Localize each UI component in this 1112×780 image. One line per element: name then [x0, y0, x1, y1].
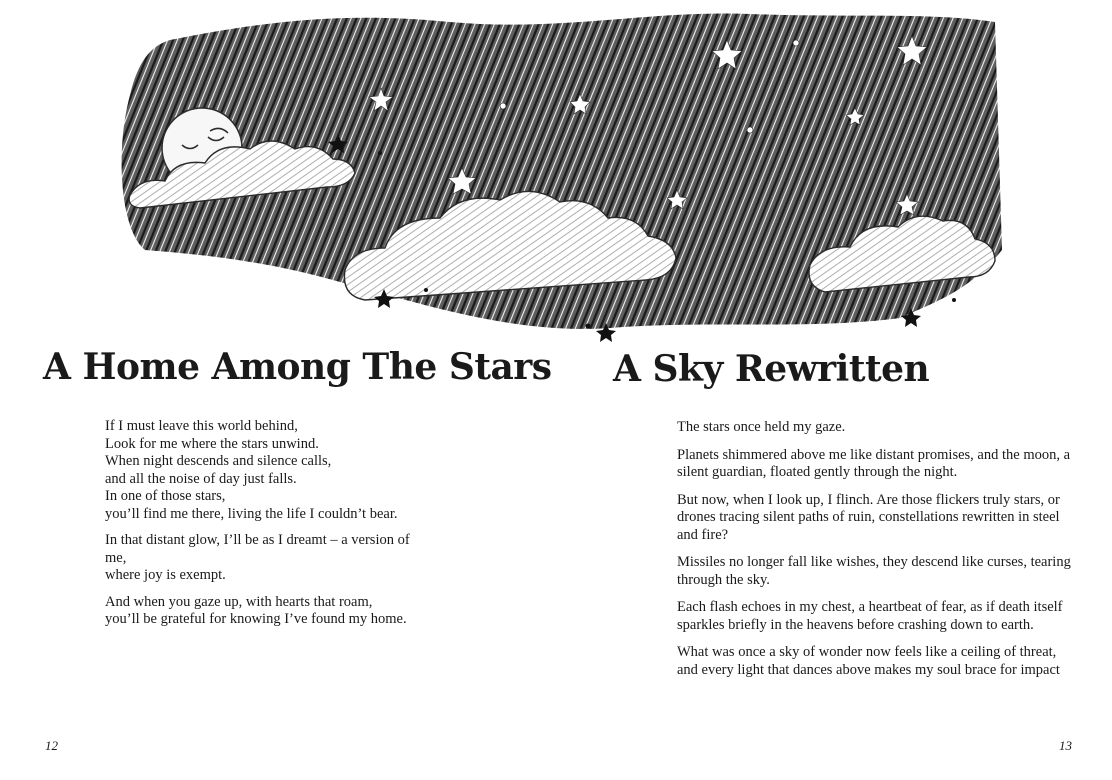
poem-line: Look for me where the stars unwind.	[105, 435, 319, 452]
poem-stanza	[105, 532, 445, 585]
poem-stanza	[105, 418, 445, 523]
page-number-right: 13	[1059, 738, 1072, 753]
prose-paragraph: Planets shimmered above me like distant promises, and the moon, a silent guardian, floated gently through the night.	[677, 446, 1071, 480]
poem-body	[105, 418, 445, 638]
poem-line: When night descends and silence calls,	[105, 453, 332, 469]
prose-paragraph: The stars once held my gaze.	[677, 419, 846, 435]
poem-line: and all the noise of day just falls.	[105, 470, 297, 487]
prose-paragraph: But now, when I look up, I flinch. Are those flickers truly stars, or drones tracing silent paths of ruin, constellations rewritten in steel and fire?	[677, 491, 1060, 543]
night-sky-illustration	[90, 0, 1010, 345]
poem-line: In one of those stars,	[105, 488, 226, 504]
prose-paragraph: Each flash echoes in my chest, a heartbeat of fear, as if death itself sparkles briefly in the heavens before crashing down to earth.	[677, 599, 1063, 633]
prose-title: A Sky Rewritten	[613, 348, 930, 390]
poem-line: you’ll find me there, living the life I couldn’t bear.	[105, 505, 398, 522]
poem-line: If I must leave this world behind,	[105, 418, 298, 434]
poem-title: A Home Among The Stars	[43, 346, 552, 388]
poem-line: you’ll be grateful for knowing I’ve found my home.	[105, 611, 407, 627]
page-number-left: 12	[45, 738, 58, 753]
poem-line: me,	[105, 549, 127, 566]
poem-line: where joy is exempt.	[105, 567, 226, 583]
prose-body	[677, 419, 1072, 689]
poem-line: And when you gaze up, with hearts that roam,	[105, 593, 373, 610]
prose-paragraph: Missiles no longer fall like wishes, they descend like curses, tearing through the sky.	[677, 554, 1071, 588]
poem-stanza	[105, 594, 445, 629]
prose-paragraph: What was once a sky of wonder now feels like a ceiling of threat, and every light that dances above makes my soul brace for impact	[677, 644, 1060, 678]
poem-line: In that distant glow, I’ll be as I dreamt – a version of	[105, 532, 410, 548]
